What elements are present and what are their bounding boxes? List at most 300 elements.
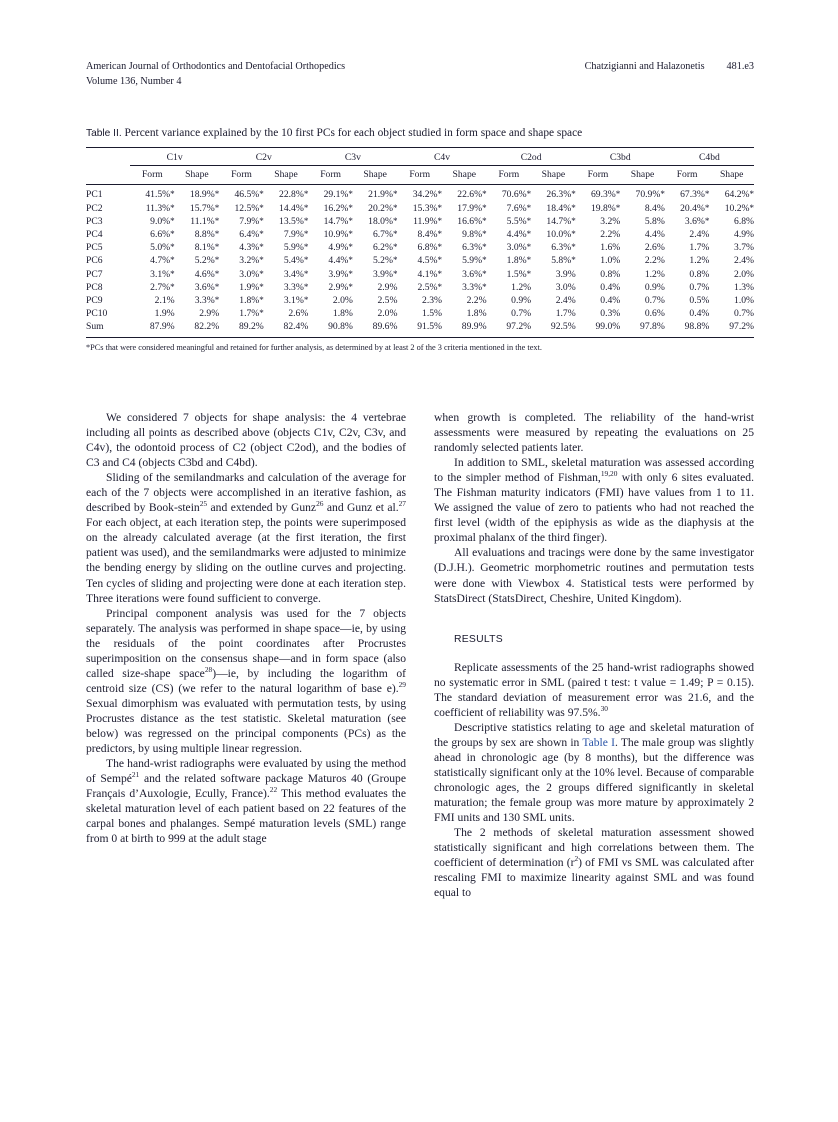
group-header-c1v: C1v	[130, 148, 219, 166]
table-cell: 2.0%	[332, 295, 353, 307]
significance-asterisk: *	[392, 268, 398, 279]
exponent-2: 2	[574, 854, 579, 864]
significance-asterisk: *	[259, 229, 264, 240]
ref-29: 29	[398, 679, 406, 689]
table-cell: 3.0%	[555, 281, 576, 293]
table-body	[86, 185, 754, 337]
table-cell: 3.9%*	[328, 268, 353, 280]
significance-asterisk: *	[571, 189, 576, 200]
table-cell: 4.4%*	[328, 255, 353, 267]
paragraph-evaluations: All evaluations and tracings were done by the same investigator (D.J.H.). Geometric morphometric routines and permutation tests were done with Viewbox 4. Statistical tests were performed by StatsDirect (StatsDirect, Cheshire, United Kingdom).	[434, 546, 754, 605]
significance-asterisk: *	[704, 202, 710, 213]
table-cell: 9.0%*	[150, 215, 175, 227]
table-cell: 4.4%	[644, 229, 665, 241]
significance-asterisk: *	[526, 215, 532, 226]
table-cell: 19.8%*	[590, 202, 621, 214]
subheader-form-c3v: Form	[320, 169, 341, 181]
table-cell: 3.6%*	[194, 281, 220, 293]
table-cell: 2.9%*	[328, 281, 353, 293]
table-cell: 1.2%	[511, 281, 532, 293]
subheader-form-c4bd: Form	[676, 169, 698, 181]
significance-asterisk: *	[392, 242, 398, 253]
table-cell: 1.5%*	[506, 268, 532, 280]
table-cell: 6.3%*	[551, 242, 576, 254]
table-cell: 4.5%*	[417, 255, 442, 267]
table-cell: 3.2%*	[239, 255, 264, 267]
ref-25: 25	[199, 499, 208, 509]
significance-asterisk: *	[259, 202, 264, 213]
table-cell: 3.0%*	[506, 242, 532, 254]
subheader-form-c3bd: Form	[587, 169, 609, 181]
significance-asterisk: *	[303, 242, 309, 253]
group-header-c3v: C3v	[308, 148, 397, 166]
table-row	[86, 215, 754, 228]
significance-asterisk: *	[259, 308, 264, 319]
table-cell: 4.9%	[734, 229, 754, 241]
row-label: PC4	[86, 229, 103, 241]
significance-asterisk: *	[214, 202, 220, 213]
paragraph-growth-continued: when growth is completed. The reliability of the hand-wrist assessments were measured by repeating the evaluations on 25 randomly selected patients later.	[434, 411, 754, 455]
significance-asterisk: *	[259, 255, 264, 266]
subheader-shape-c2od: Shape	[541, 169, 566, 181]
table-cell: 1.8%	[332, 308, 353, 320]
table-caption	[86, 126, 754, 141]
table-cell: 1.7%	[689, 242, 710, 254]
ref-19-20: 19,20	[600, 469, 618, 479]
table-cell: 12.5%*	[234, 202, 264, 214]
paragraph-pca	[86, 606, 406, 756]
significance-asterisk: *	[214, 189, 220, 200]
table-cell: 6.8%*	[417, 242, 442, 254]
significance-asterisk: *	[303, 202, 309, 213]
para-pca-b: )—ie, by including the logarithm of centroid size (CS) (we refer to the natural logarithm of base e).	[86, 666, 406, 695]
table-cell: 11.1%*	[190, 215, 220, 227]
table-footnote: *PCs that were considered meaningful and retained for further analysis, as determined by at least 2 of the 3 criteria mentioned in the text.	[86, 342, 542, 352]
significance-asterisk: *	[348, 281, 353, 292]
significance-asterisk: *	[348, 202, 353, 213]
table-cell: 99.0%	[576, 320, 621, 337]
significance-asterisk: *	[170, 281, 175, 292]
table-cell: 3.0%*	[239, 268, 264, 280]
significance-asterisk: *	[170, 242, 175, 253]
table-cell: 34.2%*	[397, 185, 442, 202]
table-cell: 3.9%	[555, 268, 576, 280]
table-cell: 1.9%*	[239, 281, 264, 293]
significance-asterisk: *	[526, 229, 532, 240]
significance-asterisk: *	[615, 189, 621, 200]
significance-asterisk: *	[437, 202, 442, 213]
significance-asterisk: *	[437, 242, 442, 253]
table-cell: 4.7%*	[150, 255, 175, 267]
table-row	[86, 202, 754, 215]
table-cell: 1.7%*	[239, 308, 264, 320]
table-cell: 2.2%	[466, 295, 487, 307]
table-cell: 0.7%	[734, 308, 754, 320]
table-cell: 5.2%*	[372, 255, 398, 267]
table-cell: 2.7%*	[150, 281, 175, 293]
table-cell: 3.3%*	[283, 281, 309, 293]
table-row	[86, 307, 754, 320]
significance-asterisk: *	[303, 229, 309, 240]
table-cell: 2.3%	[422, 295, 442, 307]
table-cell: 2.2%	[644, 255, 665, 267]
paragraph-two-methods	[434, 825, 754, 900]
table-cell: 0.4%	[600, 281, 621, 293]
table-row	[86, 185, 754, 202]
table-cell: 0.7%	[644, 295, 665, 307]
row-label: PC5	[86, 242, 103, 254]
table-cell: 18.0%*	[368, 215, 398, 227]
table-cell: 16.2%*	[323, 202, 353, 214]
table-row	[86, 320, 754, 337]
significance-asterisk: *	[303, 215, 309, 226]
significance-asterisk: *	[348, 229, 353, 240]
para-handwrist-b: and the related software package Maturos 40 (Groupe Français d’Auxologie, Ecully, France).	[86, 772, 406, 801]
significance-asterisk: *	[348, 215, 353, 226]
table-cell: 4.3%*	[239, 242, 264, 254]
row-label: PC8	[86, 281, 103, 293]
para-two-methods-b: ) of FMI vs SML was calculated after rescaling FMI to maximize linearity against SML and was found equal to	[434, 856, 754, 900]
table-cell: 20.4%*	[680, 202, 710, 214]
table-cell: 2.9%	[199, 308, 220, 320]
significance-asterisk: *	[704, 189, 710, 200]
significance-asterisk: *	[303, 189, 309, 200]
table-cell: 5.9%*	[283, 242, 309, 254]
table-cell: 82.4%	[264, 320, 309, 337]
table-cell: 97.2%	[487, 320, 532, 337]
table-row	[86, 228, 754, 241]
table-cell: 3.2%	[600, 215, 621, 227]
table-1-crossref-link[interactable]: Table I	[582, 735, 615, 749]
group-header-c2od: C2od	[487, 148, 576, 166]
table-cell: 89.2%	[219, 320, 264, 337]
table-cell: 14.7%*	[546, 215, 576, 227]
para-descriptive-a: Descriptive statistics relating to age and skeletal maturation of the groups by sex are shown in	[434, 720, 754, 749]
table-cell: 22.8%*	[264, 185, 309, 202]
table-cell: 0.4%	[689, 308, 710, 320]
significance-asterisk: *	[482, 189, 487, 200]
significance-asterisk: *	[259, 242, 264, 253]
significance-asterisk: *	[437, 255, 442, 266]
significance-asterisk: *	[348, 189, 353, 200]
significance-asterisk: *	[214, 268, 220, 279]
significance-asterisk: *	[437, 215, 442, 226]
table-cell: 3.1%*	[150, 268, 175, 280]
table-cell: 3.6%*	[462, 268, 487, 280]
significance-asterisk: *	[259, 215, 264, 226]
significance-asterisk: *	[392, 229, 398, 240]
significance-asterisk: *	[348, 268, 353, 279]
table-cell: 97.8%	[620, 320, 665, 337]
table-cell: 2.5%*	[417, 281, 442, 293]
significance-asterisk: *	[214, 281, 220, 292]
significance-asterisk: *	[348, 242, 353, 253]
table-cell: 7.6%*	[506, 202, 532, 214]
ref-30: 30	[600, 703, 608, 713]
significance-asterisk: *	[571, 242, 576, 253]
ref-28: 28	[204, 664, 213, 674]
table-cell: 92.5%	[531, 320, 576, 337]
ref-21: 21	[131, 770, 140, 780]
table-cell: 11.3%*	[145, 202, 175, 214]
authors-name: Chatzigianni and Halazonetis	[584, 61, 705, 72]
significance-asterisk: *	[303, 268, 309, 279]
significance-asterisk: *	[482, 215, 487, 226]
significance-asterisk: *	[482, 202, 487, 213]
table-cell: 1.9%	[154, 308, 175, 320]
section-heading-results: RESULTS	[454, 633, 503, 645]
table-cell: 3.7%	[734, 242, 754, 254]
para-handwrist-a: The hand-wrist radiographs were evaluated by using the method of Sempé	[86, 757, 406, 786]
table-cell: 1.6%	[600, 242, 621, 254]
significance-asterisk: *	[214, 255, 220, 266]
body-columns	[86, 410, 754, 1090]
table-cell: 4.9%*	[328, 242, 353, 254]
significance-asterisk: *	[749, 189, 754, 200]
paragraph-fishman	[434, 455, 754, 545]
table-cell: 0.7%	[689, 281, 710, 293]
table-cell: 70.9%*	[620, 185, 665, 202]
table-row	[86, 241, 754, 254]
table-cell: 18.4%*	[546, 202, 576, 214]
table-cell: 15.3%*	[412, 202, 442, 214]
significance-asterisk: *	[303, 255, 309, 266]
paragraph-replicate	[434, 660, 754, 720]
table-cell: 18.9%*	[175, 185, 220, 202]
table-cell: 1.5%	[422, 308, 442, 320]
significance-asterisk: *	[170, 255, 175, 266]
table-cell: 3.3%*	[194, 295, 220, 307]
para-pca-a: Principal component analysis was used for the 7 objects separately. The analysis was performed in shape space—ie, by using the residuals of the point coordinates after Procrustes superimposition on the consensus shape—and in form space (also called size-shape space	[86, 606, 406, 680]
significance-asterisk: *	[392, 255, 398, 266]
significance-asterisk: *	[170, 268, 175, 279]
table-caption-text: Percent variance explained by the 10 first PCs for each object studied in form space and shape space	[124, 127, 583, 139]
significance-asterisk: *	[571, 229, 576, 240]
table-cell: 2.2%	[600, 229, 621, 241]
table-cell: 8.4%*	[417, 229, 442, 241]
table-cell: 6.3%*	[462, 242, 487, 254]
table-cell: 6.2%*	[372, 242, 398, 254]
table-cell: 0.8%	[600, 268, 621, 280]
table-cell: 10.9%*	[323, 229, 353, 241]
significance-asterisk: *	[526, 268, 532, 279]
para-descriptive-b: . The male group was slightly ahead in chronologic age (by 8 months), but the difference was statistically significant only at the 10% level. Because of comparable chronologic ages, the 2 groups differed significantly in skeletal maturation; the female group was more mature by approximately 2 FMI units and 130 SML units.	[434, 735, 755, 825]
paragraph-objects: We considered 7 objects for shape analysis: the 4 vertebrae including all points as described above (objects C1v, C2v, C3v, and C4v), the odontoid process of C2 (object C2od), and the bodies of C3 and C4 (objects C3bd and C4bd).	[86, 411, 406, 470]
table-percent-variance	[86, 147, 754, 338]
table-cell: 10.2%*	[724, 202, 754, 214]
right-column	[434, 410, 754, 1090]
row-label: PC6	[86, 255, 103, 267]
significance-asterisk: *	[482, 229, 487, 240]
table-cell: 6.7%*	[372, 229, 398, 241]
table-cell: 8.4%	[644, 202, 665, 214]
table-cell: 14.4%*	[279, 202, 309, 214]
table-cell: 8.1%*	[194, 242, 220, 254]
table-cell: 7.9%*	[239, 215, 264, 227]
ref-26: 26	[316, 499, 324, 509]
table-cell: 46.5%*	[219, 185, 264, 202]
significance-asterisk: *	[526, 189, 532, 200]
table-cell: 89.6%	[353, 320, 398, 337]
para-fishman-b: with only 6 sites evaluated. The Fishman maturity indicators (FMI) have values from 1 to 11. We assigned the value of zero to patients who had not reached the first level (width of the epiphysis as wide as the diaphysis at the proximal phalanx of the third finger).	[434, 471, 754, 545]
table-cell: 97.2%	[709, 320, 754, 337]
row-label: PC3	[86, 215, 103, 227]
table-cell: 87.9%	[130, 320, 175, 337]
table-cell: 9.8%*	[462, 229, 487, 241]
significance-asterisk: *	[392, 202, 398, 213]
significance-asterisk: *	[749, 202, 754, 213]
table-cell: 3.1%*	[283, 295, 309, 307]
table-cell: 1.2%	[689, 255, 710, 267]
para-sliding-b: and extended by Gunz	[207, 501, 317, 515]
table-cell: 1.3%	[734, 281, 754, 293]
table-cell: 0.4%	[600, 295, 621, 307]
table-cell: 11.9%*	[413, 215, 442, 227]
row-label: PC9	[86, 295, 103, 307]
subheader-shape-c4bd: Shape	[719, 169, 744, 181]
table-cell: 98.8%	[665, 320, 710, 337]
significance-asterisk: *	[437, 268, 442, 279]
subheader-shape-c3v: Shape	[363, 169, 387, 181]
table-cell: 22.6%*	[442, 185, 487, 202]
group-header-c4bd: C4bd	[665, 148, 754, 166]
row-label: Sum	[86, 320, 130, 337]
significance-asterisk: *	[214, 295, 220, 306]
row-label: PC7	[86, 268, 103, 280]
para-replicate-a: Replicate assessments of the 25 hand-wrist radiographs showed no systematic error in SML (paired t test: t value = 1.49; P = 0.15). The standard deviation of measurement error was 21.6, and the coefficient of reliability was 97.5%.	[434, 660, 754, 719]
significance-asterisk: *	[526, 202, 532, 213]
table-cell: 2.6%	[644, 242, 665, 254]
subheader-form-c1v: Form	[141, 169, 163, 181]
running-head	[86, 60, 754, 89]
table-cell: 1.0%	[600, 255, 621, 267]
table-cell: 1.8%*	[239, 295, 264, 307]
significance-asterisk: *	[571, 215, 576, 226]
section-spacer	[434, 606, 754, 632]
table-cell: 13.5%*	[279, 215, 309, 227]
running-head-journal	[86, 60, 345, 89]
table-cell: 2.0%	[734, 268, 754, 280]
table-cell: 6.4%*	[239, 229, 264, 241]
table-row	[86, 281, 754, 294]
table-cell: 2.4%	[734, 255, 754, 267]
paragraph-sliding	[86, 470, 406, 605]
table-cell: 21.9%*	[353, 185, 398, 202]
significance-asterisk: *	[303, 295, 309, 306]
table-cell: 6.8%	[734, 215, 754, 227]
table-cell: 14.7%*	[323, 215, 353, 227]
row-label: PC2	[86, 202, 103, 214]
significance-asterisk: *	[615, 202, 621, 213]
group-header-c2v: C2v	[219, 148, 308, 166]
significance-asterisk: *	[482, 255, 487, 266]
significance-asterisk: *	[259, 295, 264, 306]
table-cell: 7.9%*	[283, 229, 309, 241]
table-cell: 70.6%*	[487, 185, 532, 202]
table-head	[86, 148, 754, 185]
paragraph-descriptive	[434, 720, 754, 825]
table-cell: 2.9%	[377, 281, 398, 293]
table-cell: 2.1%	[154, 295, 175, 307]
table-cell: 26.3%*	[531, 185, 576, 202]
table-cell: 4.4%*	[506, 229, 532, 241]
table-cell: 0.9%	[644, 281, 665, 293]
journal-volume: Volume 136, Number 4	[86, 75, 182, 87]
significance-asterisk: *	[170, 189, 175, 200]
table-cell: 17.9%*	[457, 202, 487, 214]
significance-asterisk: *	[170, 215, 175, 226]
table-row	[86, 294, 754, 307]
table-cell: 3.6%*	[684, 215, 710, 227]
significance-asterisk: *	[392, 189, 398, 200]
table-cell: 89.9%	[442, 320, 487, 337]
significance-asterisk: *	[170, 202, 175, 213]
table-cell: 5.2%*	[194, 255, 220, 267]
table-cell: 20.2%*	[368, 202, 398, 214]
significance-asterisk: *	[660, 189, 665, 200]
significance-asterisk: *	[214, 229, 220, 240]
table-cell: 91.5%	[397, 320, 442, 337]
subheader-shape-c4v: Shape	[452, 169, 476, 181]
section-spacer-2	[434, 647, 754, 660]
table-cell: 5.8%*	[551, 255, 576, 267]
table-cell: 0.8%	[689, 268, 710, 280]
table-cell: 10.0%*	[546, 229, 576, 241]
group-header-c3bd: C3bd	[576, 148, 665, 166]
table-row	[86, 268, 754, 281]
para-sliding-c: and Gunz et al.	[323, 501, 399, 515]
subheader-shape-c1v: Shape	[185, 169, 209, 181]
para-sliding-a: Sliding of the semilandmarks and calculation of the average for each of the 7 objects were accomplished in an iterative fashion, as described by Book-stein	[86, 471, 406, 515]
table-cell: 67.3%*	[665, 185, 710, 202]
para-fishman-a: In addition to SML, skeletal maturation was assessed according to the simpler method of Fishman,	[434, 456, 754, 485]
subheader-form-c4v: Form	[409, 169, 431, 181]
row-label: PC10	[86, 308, 108, 320]
table-cell: 6.6%*	[150, 229, 175, 241]
table-cell: 2.5%	[377, 295, 398, 307]
significance-asterisk: *	[571, 202, 576, 213]
table-row	[86, 254, 754, 267]
subheader-shape-c2v: Shape	[274, 169, 298, 181]
table-cell: 64.2%*	[709, 185, 754, 202]
table-cell: 2.4%	[555, 295, 576, 307]
row-label: PC1	[86, 185, 130, 202]
significance-asterisk: *	[482, 242, 487, 253]
table-cell: 3.9%*	[372, 268, 398, 280]
left-column	[86, 410, 406, 1090]
significance-asterisk: *	[526, 255, 532, 266]
para-handwrist-c: This method evaluates the skeletal maturation level of each patient based on 22 features of the carpal bones and phalanges. Sempé maturation levels (SML) range from 0 at birth to 999 at the adult stage	[86, 787, 406, 846]
table-cell: 0.5%	[689, 295, 710, 307]
table-group-header-row	[86, 148, 754, 166]
significance-asterisk: *	[526, 242, 532, 253]
significance-asterisk: *	[571, 255, 576, 266]
table-cell: 1.2%	[644, 268, 665, 280]
ref-27: 27	[398, 499, 406, 509]
significance-asterisk: *	[214, 215, 220, 226]
ref-22: 22	[269, 785, 278, 795]
corner-cell-2	[86, 166, 130, 185]
table-cell: 1.8%	[466, 308, 487, 320]
table-cell: 3.4%*	[283, 268, 309, 280]
significance-asterisk: *	[170, 229, 175, 240]
table-cell: 2.0%	[377, 308, 398, 320]
subheader-shape-c3bd: Shape	[630, 169, 655, 181]
table-cell: 16.6%*	[457, 215, 487, 227]
table-cell: 41.5%*	[130, 185, 175, 202]
table-cell: 4.6%*	[194, 268, 220, 280]
table-cell: 5.0%*	[150, 242, 175, 254]
